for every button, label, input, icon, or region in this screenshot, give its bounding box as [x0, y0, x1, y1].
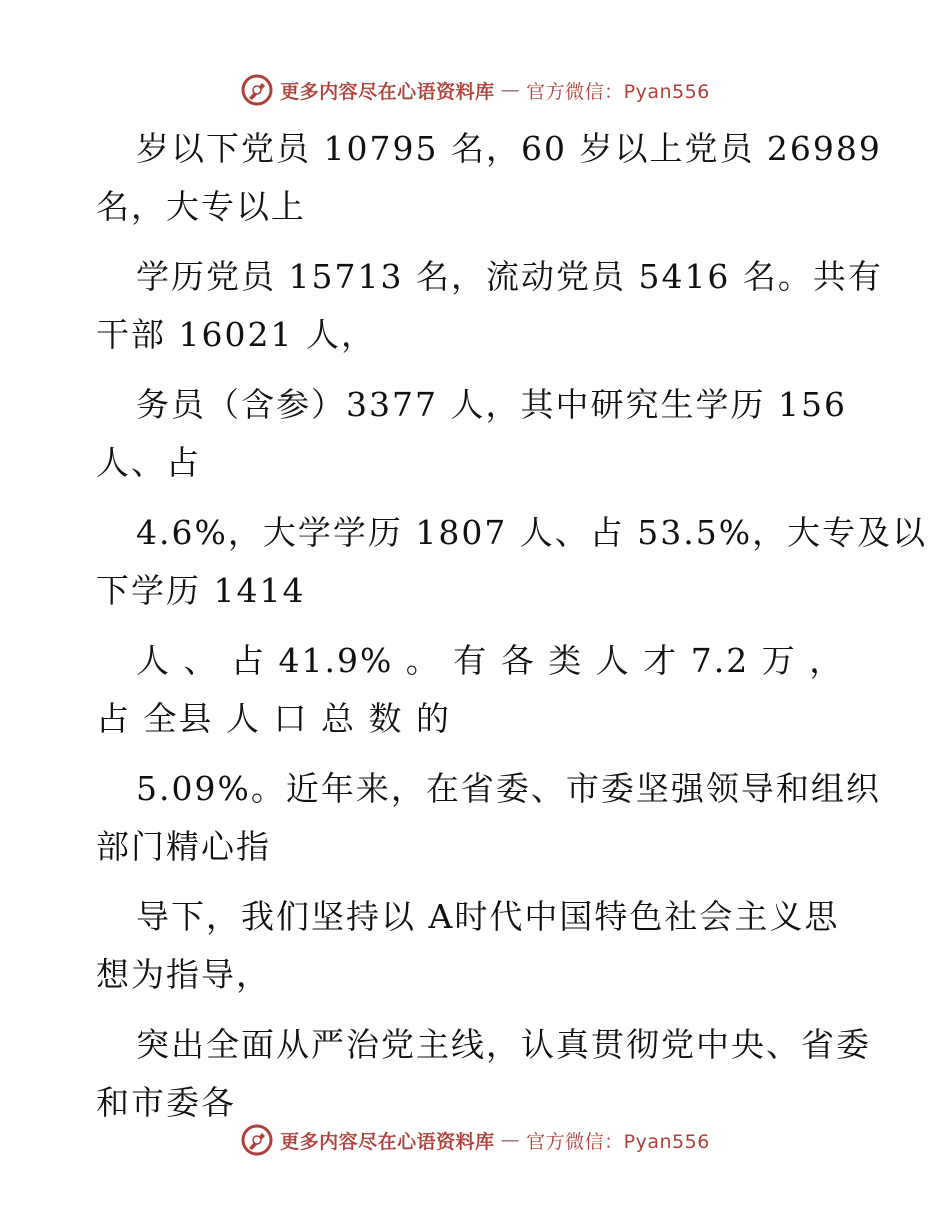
paragraph	[96, 760, 881, 876]
text-line: 想为指导，	[96, 955, 271, 994]
paragraph	[96, 504, 928, 620]
text-line: 人、占	[96, 443, 201, 482]
footer-banner-text: 更多内容尽在心语资料库	[280, 1130, 495, 1153]
text-line: 占 全县 人 口 总 数 的	[96, 699, 451, 738]
paragraph	[96, 120, 882, 236]
paragraph	[96, 376, 856, 492]
text-line: 岁以下党员 10795 名，60 岁以上党员 26989	[136, 129, 882, 168]
footer-banner-content	[240, 1123, 710, 1157]
text-line: 4.6%，大学学历 1807 人、占 53.5%，大专及以	[136, 513, 928, 552]
text-line: 5.09%。近年来，在省委、市委坚强领导和组织	[136, 769, 881, 808]
header-banner-content	[240, 73, 710, 107]
text-line: 和市委各	[96, 1083, 236, 1122]
footer-banner	[0, 1120, 950, 1160]
paragraph	[96, 632, 856, 748]
footer-banner-wechat: 官方微信：Pyan556	[526, 1130, 710, 1153]
paragraph	[96, 888, 856, 1004]
text-line: 学历党员 15713 名，流动党员 5416 名。共有	[136, 257, 883, 296]
pen-circle-logo-icon	[240, 73, 274, 107]
text-line: 干部 16021 人，	[96, 315, 376, 354]
document-body	[96, 120, 928, 1144]
text-line: 突出全面从严治党主线，认真贯彻党中央、省委	[136, 1025, 871, 1064]
pen-circle-logo-icon	[240, 1123, 274, 1157]
header-banner	[0, 70, 950, 110]
header-banner-wechat: 官方微信：Pyan556	[526, 80, 710, 103]
footer-banner-separator: —	[500, 1129, 521, 1151]
text-line: 人 、 占 41.9% 。 有 各 类 人 才 7.2 万 ，	[136, 641, 845, 680]
paragraph	[96, 1016, 871, 1132]
text-line: 部门精心指	[96, 827, 271, 866]
text-line: 导下，我们坚持以 A时代中国特色社会主义思	[136, 897, 840, 936]
text-line: 下学历 1414	[96, 571, 306, 610]
text-line: 名，大专以上	[96, 187, 306, 226]
header-banner-separator: —	[500, 79, 521, 101]
text-line: 务员（含参）3377 人，其中研究生学历 156	[136, 385, 847, 424]
paragraph	[96, 248, 883, 364]
header-banner-text: 更多内容尽在心语资料库	[280, 80, 495, 103]
